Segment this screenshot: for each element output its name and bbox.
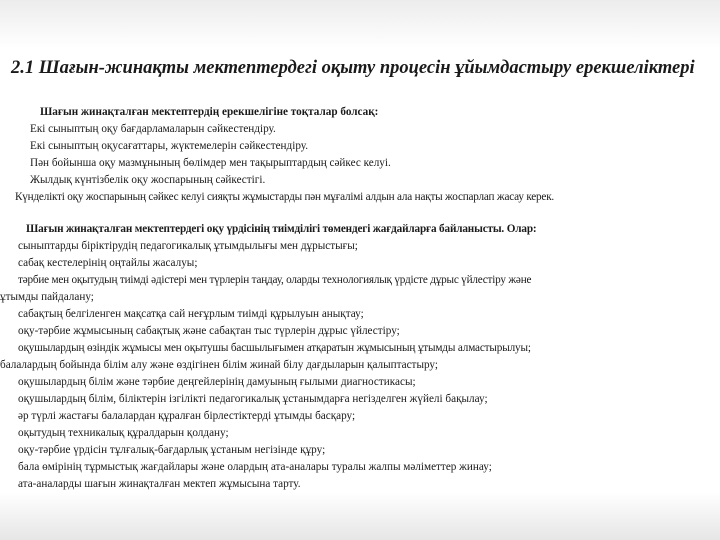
list-item: оқушылардың өзіндік жұмысы мен оқытушы басшылығымен атқаратын жұмысының ұтымды алмастырылуы; <box>18 342 531 354</box>
list-item: тәрбие мен оқытудың тиімді әдістері мен түрлерін таңдау, оларды технологиялық үрдісте дұрыс үйлестіру және <box>18 274 532 286</box>
list-item: Пән бойынша оқу мазмұнының бөлімдер мен тақырыптардың сәйкес келуі. <box>30 157 391 169</box>
bottom-decoration <box>0 492 720 540</box>
list-item: ата-аналарды шағын жинақталған мектеп жұмысына тарту. <box>18 478 301 490</box>
section1-heading: Шағын жинақталған мектептердің ерекшелігіне тоқталар болсақ: <box>40 106 379 118</box>
list-item: оқушылардың білім және тәрбие деңгейлерінің дамуының ғылыми диагностикасы; <box>18 376 416 388</box>
list-item: әр түрлі жастағы балалардан құралған бірлестіктерді ұтымды басқару; <box>18 410 356 422</box>
list-item: оқу-тәрбие үрдісін тұлғалық-бағдарлық ұстаным негізінде құру; <box>18 444 326 456</box>
list-item: сабақ кестелерінің оңтайлы жасалуы; <box>18 257 198 269</box>
list-item: сабақтың белгіленген мақсатқа сай неғұрлым тиімді құрылуын анықтау; <box>18 308 364 320</box>
list-item: Екі сыныптың оқусағаттары, жүктемелерін сәйкестендіру. <box>30 140 309 152</box>
page-title: 2.1 Шағын-жинақты мектептердегі оқыту процесін ұйымдастыру ерекшеліктері <box>11 58 695 78</box>
list-item: сыныптарды біріктірудің педагогикалық ұтымдылығы мен дұрыстығы; <box>18 240 358 252</box>
top-decoration <box>0 0 720 48</box>
list-item: балалардың бойында білім алу және өздігінен білім жинай білу дағдыларын қалыптастыру; <box>0 359 438 371</box>
section2-heading: Шағын жинақталған мектептердегі оқу үрдісінің тиімділігі төмендегі жағдайларға байланысты. Олар: <box>26 223 537 235</box>
list-item: оқушылардың білім, біліктерін ізгілікті педагогикалық ұстанымдарға негізделген жүйелі бақылау; <box>18 393 488 405</box>
list-item: оқу-тәрбие жұмысының сабақтық және сабақтан тыс түрлерін дұрыс үйлестіру; <box>18 325 400 337</box>
list-item: оқытудың техникалық құралдарын қолдану; <box>18 427 229 439</box>
list-item: Жылдық күнтізбелік оқу жоспарының сәйкестігі. <box>30 174 266 186</box>
list-item: бала өмірінің тұрмыстық жағдайлары және олардың ата-аналары туралы жалпы мәліметтер жинау; <box>18 461 492 473</box>
list-item: Күнделікті оқу жоспарының сәйкес келуі сияқты жұмыстарды пән мұғалімі алдын ала нақты жоспарлап жасау керек. <box>15 191 555 203</box>
list-item: ұтымды пайдалану; <box>0 291 94 303</box>
list-item: Екі сыныптың оқу бағдарламаларын сәйкестендіру. <box>30 123 276 135</box>
